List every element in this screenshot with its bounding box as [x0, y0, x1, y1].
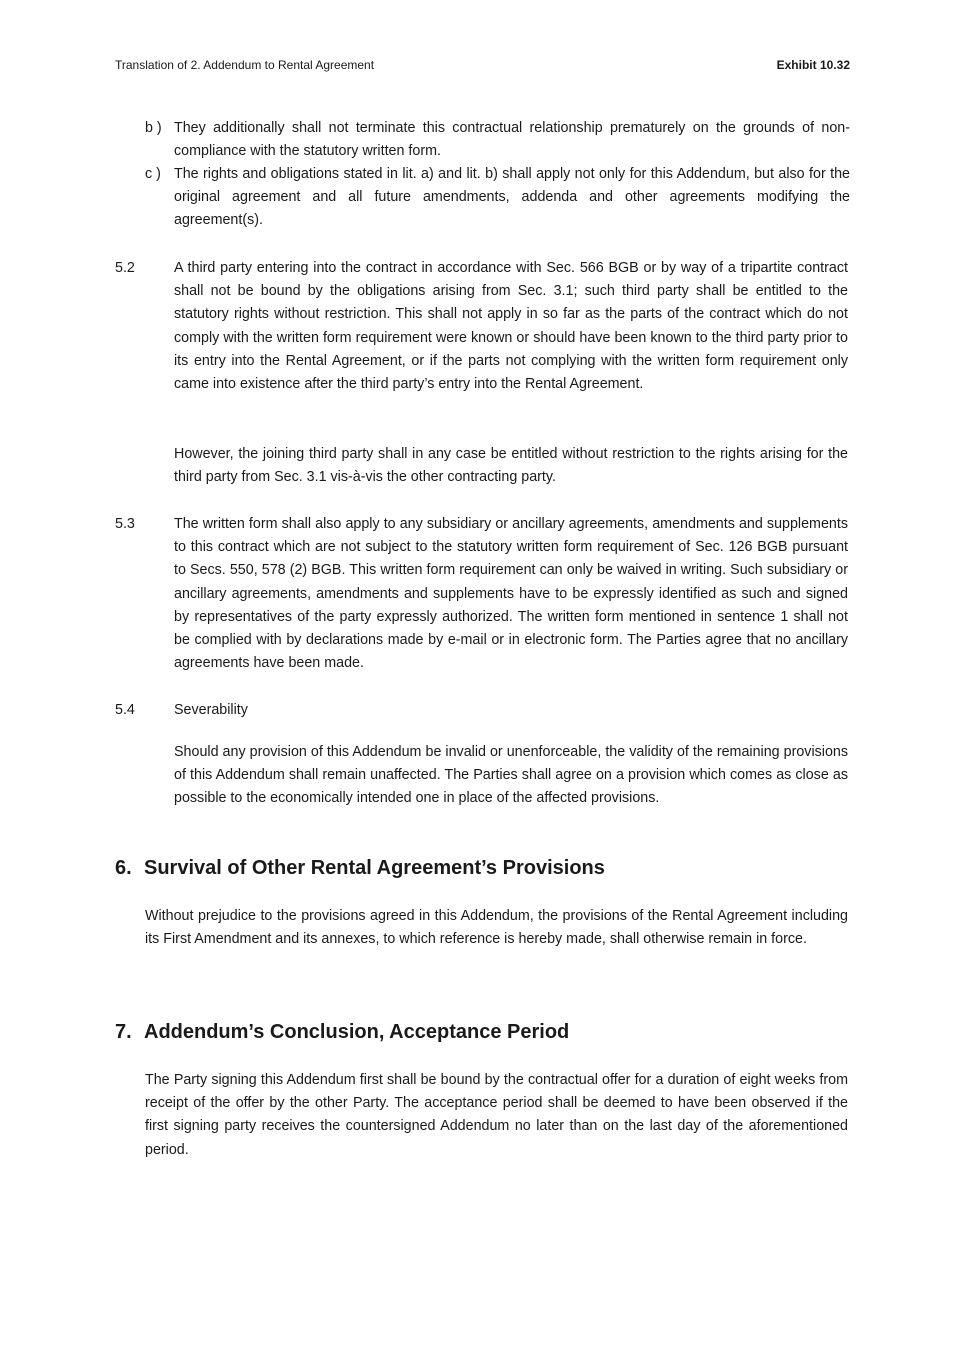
- section-6-number: 6.: [115, 857, 132, 879]
- lit-item-b: [145, 117, 850, 163]
- section-5-2-paragraph-2: However, the joining third party shall in any case be entitled without restriction to the rights arising for the third party from Sec. 3.1 vis-à-vis the other contracting party.: [174, 446, 848, 486]
- section-number-5-4: 5.4: [115, 702, 135, 718]
- page-header: [115, 58, 850, 74]
- section-7-title: Addendum’s Conclusion, Acceptance Period: [144, 1021, 570, 1043]
- section-6-heading: [115, 855, 605, 881]
- lit-item-c: [145, 163, 850, 233]
- section-6-title: Survival of Other Rental Agreement’s Provisions: [144, 857, 605, 879]
- lit-text: The rights and obligations stated in lit. a) and lit. b) shall apply not only for this Addendum, but also for the original agreement and all future amendments, addenda and other agreements modifying the agreement(s).: [174, 166, 850, 229]
- section-7-heading: [115, 1019, 569, 1045]
- section-5-2-paragraph-1: A third party entering into the contract in accordance with Sec. 566 BGB or by way of a tripartite contract shall not be bound by the obligations arising from Sec. 3.1; such third party shall be entitled to the statutory rights without restriction. This shall not apply in so far as the parts of the contract which do not comply with the written form requirement were known or should have been known to the third party prior to its entry into the Rental Agreement, or if the parts not complying with the written form requirement only came into existence after the third party’s entry into the Rental Agreement.: [174, 260, 848, 393]
- section-5-4-title: Severability: [174, 702, 248, 718]
- section-5-3-paragraph: The written form shall also apply to any subsidiary or ancillary agreements, amendments and supplements to this contract which are not subject to the statutory written form requirement of Sec. 126 BGB pursuant to Secs. 550, 578 (2) BGB. This written form requirement can only be waived in writing. Such subsidiary or ancillary agreements, amendments and supplements have to be expressly identified as such and signed by representatives of the party expressly authorized. The written form mentioned in sentence 1 shall not be complied with by declarations made by e-mail or in electronic form. The Parties agree that no ancillary agreements have been made.: [174, 516, 848, 672]
- document-title: Translation of 2. Addendum to Rental Agreement: [115, 58, 375, 72]
- section-5-4-paragraph: Should any provision of this Addendum be invalid or unenforceable, the validity of the remaining provisions of this Addendum shall remain unaffected. The Parties shall agree on a provision which comes as close as possible to the economically intended one in place of the affected provisions.: [174, 744, 848, 807]
- lit-text: They additionally shall not terminate this contractual relationship prematurely on the grounds of non-compliance with the statutory written form.: [174, 120, 850, 160]
- section-number-5-3: 5.3: [115, 516, 135, 532]
- section-7-number: 7.: [115, 1021, 132, 1043]
- section-number-5-2: 5.2: [115, 260, 135, 276]
- section-6-paragraph: Without prejudice to the provisions agreed in this Addendum, the provisions of the Rental Agreement including its First Amendment and its annexes, to which reference is hereby made, shall otherwise remain in force.: [145, 908, 848, 948]
- lit-marker: b ): [145, 120, 162, 136]
- exhibit-label: Exhibit 10.32: [776, 58, 850, 72]
- section-7-paragraph: The Party signing this Addendum first shall be bound by the contractual offer for a duration of eight weeks from receipt of the offer by the other Party. The acceptance period shall be deemed to have been observed if the first signing party receives the countersigned Addendum no later than on the last day of the aforementioned period.: [145, 1072, 848, 1158]
- lit-marker: c ): [145, 166, 161, 182]
